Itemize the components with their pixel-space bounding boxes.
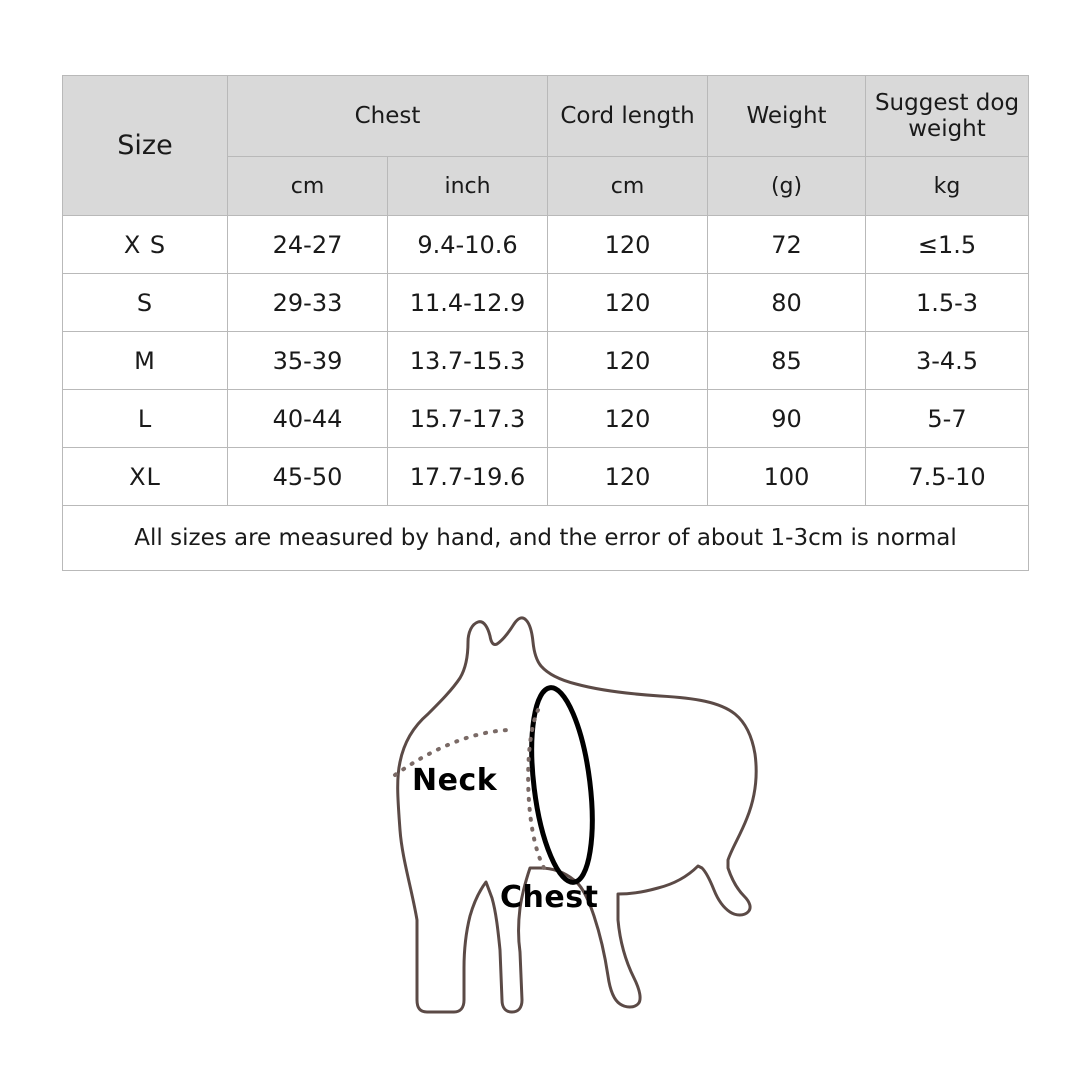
cell-size: XL <box>63 448 228 506</box>
cell-cord-cm: 120 <box>548 390 708 448</box>
cell-suggest-kg: 1.5-3 <box>866 274 1029 332</box>
table-row <box>63 274 1029 332</box>
header-chest: Chest <box>228 76 548 157</box>
header-unit-suggest-kg: kg <box>866 157 1029 216</box>
header-size: Size <box>63 76 228 216</box>
cell-cord-cm: 120 <box>548 274 708 332</box>
cell-size: X S <box>63 216 228 274</box>
cell-suggest-kg: 5-7 <box>866 390 1029 448</box>
cell-weight-g: 85 <box>708 332 866 390</box>
table-head <box>63 76 1029 216</box>
table-body <box>63 216 1029 571</box>
cell-chest-inch: 11.4-12.9 <box>388 274 548 332</box>
cell-chest-cm: 24-27 <box>228 216 388 274</box>
cell-size: M <box>63 332 228 390</box>
cell-suggest-kg: 3-4.5 <box>866 332 1029 390</box>
table-note-row <box>63 506 1029 571</box>
dog-body-path <box>398 618 756 1012</box>
cell-weight-g: 80 <box>708 274 866 332</box>
chest-measure-ellipse <box>522 684 601 885</box>
cell-weight-g: 100 <box>708 448 866 506</box>
header-unit-cord-cm: cm <box>548 157 708 216</box>
cell-weight-g: 90 <box>708 390 866 448</box>
cell-suggest-kg: 7.5-10 <box>866 448 1029 506</box>
table-row <box>63 332 1029 390</box>
header-unit-chest-inch: inch <box>388 157 548 216</box>
neck-label: Neck <box>412 763 498 798</box>
size-chart-container <box>62 75 1018 571</box>
header-unit-chest-cm: cm <box>228 157 388 216</box>
dog-outline-icon <box>300 590 800 1040</box>
cell-cord-cm: 120 <box>548 216 708 274</box>
table-row <box>63 390 1029 448</box>
cell-chest-cm: 35-39 <box>228 332 388 390</box>
cell-chest-cm: 45-50 <box>228 448 388 506</box>
cell-chest-cm: 29-33 <box>228 274 388 332</box>
cell-chest-cm: 40-44 <box>228 390 388 448</box>
dog-measurement-diagram <box>300 590 800 1040</box>
table-row <box>63 448 1029 506</box>
cell-size: S <box>63 274 228 332</box>
cell-weight-g: 72 <box>708 216 866 274</box>
cell-suggest-kg: ≤1.5 <box>866 216 1029 274</box>
measurement-note: All sizes are measured by hand, and the error of about 1-3cm is normal <box>63 506 1029 571</box>
cell-size: L <box>63 390 228 448</box>
header-unit-weight-g: (g) <box>708 157 866 216</box>
cell-chest-inch: 9.4-10.6 <box>388 216 548 274</box>
cell-chest-inch: 17.7-19.6 <box>388 448 548 506</box>
table-row <box>63 216 1029 274</box>
cell-cord-cm: 120 <box>548 332 708 390</box>
header-row-groups <box>63 76 1029 157</box>
chest-label: Chest <box>500 880 599 915</box>
cell-chest-inch: 13.7-15.3 <box>388 332 548 390</box>
cell-chest-inch: 15.7-17.3 <box>388 390 548 448</box>
header-weight: Weight <box>708 76 866 157</box>
cell-cord-cm: 120 <box>548 448 708 506</box>
size-chart-table <box>62 75 1029 571</box>
header-cord-length: Cord length <box>548 76 708 157</box>
header-suggest-dog-weight: Suggest dog weight <box>866 76 1029 157</box>
